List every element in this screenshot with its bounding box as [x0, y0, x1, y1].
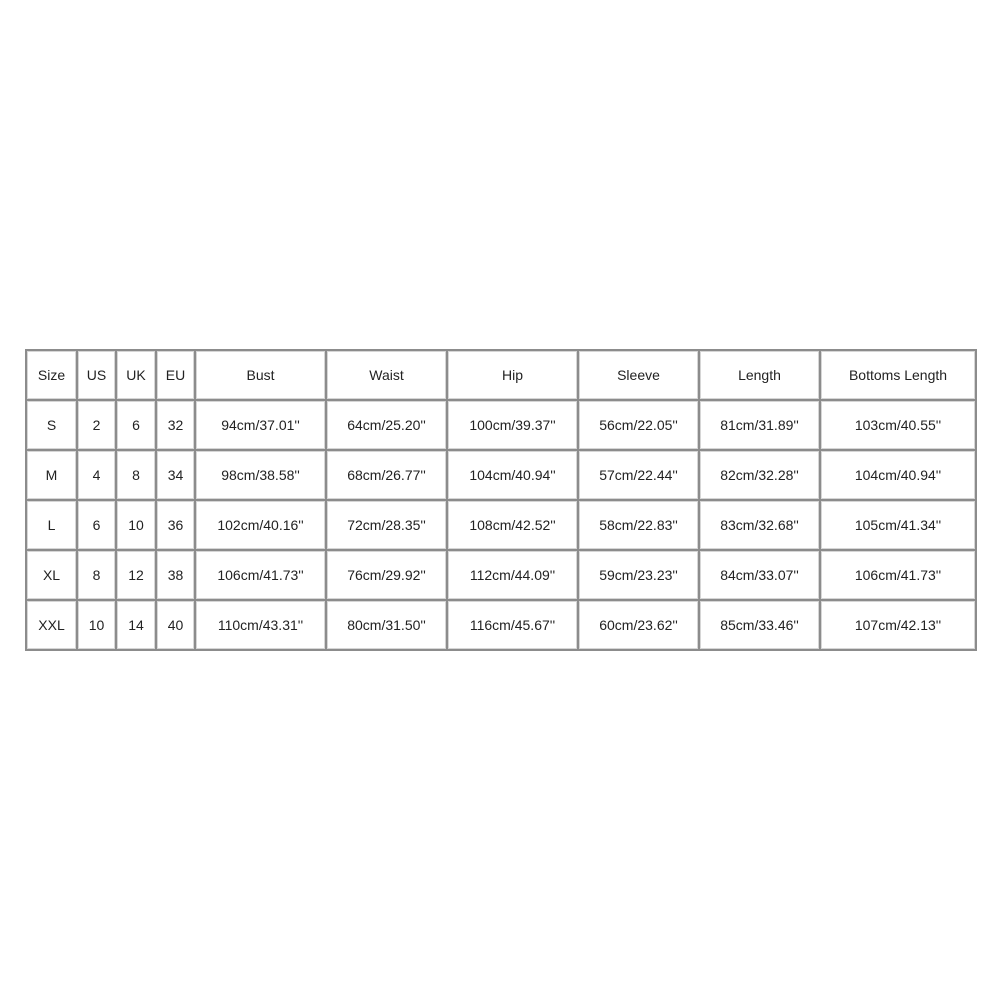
sleeve-cell: 60cm/23.62'' — [579, 601, 700, 651]
bust-cell: 106cm/41.73'' — [196, 551, 327, 601]
sleeve-cell: 59cm/23.23'' — [579, 551, 700, 601]
bust-cell: 94cm/37.01'' — [196, 401, 327, 451]
sleeve-cell: 58cm/22.83'' — [579, 501, 700, 551]
column-header-length: Length — [700, 351, 821, 401]
table-row — [27, 401, 977, 451]
sleeve-cell: 56cm/22.05'' — [579, 401, 700, 451]
table-row — [27, 501, 977, 551]
us-cell: 2 — [78, 401, 117, 451]
us-cell: 8 — [78, 551, 117, 601]
eu-cell: 38 — [157, 551, 196, 601]
header-row — [27, 351, 977, 401]
us-cell: 10 — [78, 601, 117, 651]
uk-cell: 10 — [117, 501, 157, 551]
table-row — [27, 601, 977, 651]
table-row — [27, 551, 977, 601]
uk-cell: 12 — [117, 551, 157, 601]
column-header-uk: UK — [117, 351, 157, 401]
column-header-us: US — [78, 351, 117, 401]
waist-cell: 76cm/29.92'' — [327, 551, 448, 601]
column-header-bust: Bust — [196, 351, 327, 401]
size-cell: M — [27, 451, 78, 501]
size-cell: L — [27, 501, 78, 551]
column-header-waist: Waist — [327, 351, 448, 401]
bust-cell: 110cm/43.31'' — [196, 601, 327, 651]
hip-cell: 100cm/39.37'' — [448, 401, 579, 451]
bottoms-length-cell: 107cm/42.13'' — [821, 601, 977, 651]
length-cell: 81cm/31.89'' — [700, 401, 821, 451]
bottoms-length-cell: 104cm/40.94'' — [821, 451, 977, 501]
us-cell: 6 — [78, 501, 117, 551]
hip-cell: 104cm/40.94'' — [448, 451, 579, 501]
eu-cell: 34 — [157, 451, 196, 501]
table-row — [27, 451, 977, 501]
waist-cell: 80cm/31.50'' — [327, 601, 448, 651]
column-header-eu: EU — [157, 351, 196, 401]
waist-cell: 72cm/28.35'' — [327, 501, 448, 551]
size-cell: XXL — [27, 601, 78, 651]
us-cell: 4 — [78, 451, 117, 501]
column-header-size: Size — [27, 351, 78, 401]
column-header-sleeve: Sleeve — [579, 351, 700, 401]
length-cell: 84cm/33.07'' — [700, 551, 821, 601]
bust-cell: 98cm/38.58'' — [196, 451, 327, 501]
bust-cell: 102cm/40.16'' — [196, 501, 327, 551]
uk-cell: 8 — [117, 451, 157, 501]
uk-cell: 6 — [117, 401, 157, 451]
waist-cell: 68cm/26.77'' — [327, 451, 448, 501]
eu-cell: 40 — [157, 601, 196, 651]
bottoms-length-cell: 103cm/40.55'' — [821, 401, 977, 451]
hip-cell: 108cm/42.52'' — [448, 501, 579, 551]
length-cell: 85cm/33.46'' — [700, 601, 821, 651]
waist-cell: 64cm/25.20'' — [327, 401, 448, 451]
uk-cell: 14 — [117, 601, 157, 651]
size-cell: S — [27, 401, 78, 451]
size-chart-table — [25, 349, 977, 651]
length-cell: 83cm/32.68'' — [700, 501, 821, 551]
column-header-hip: Hip — [448, 351, 579, 401]
eu-cell: 36 — [157, 501, 196, 551]
hip-cell: 116cm/45.67'' — [448, 601, 579, 651]
hip-cell: 112cm/44.09'' — [448, 551, 579, 601]
bottoms-length-cell: 105cm/41.34'' — [821, 501, 977, 551]
size-cell: XL — [27, 551, 78, 601]
sleeve-cell: 57cm/22.44'' — [579, 451, 700, 501]
eu-cell: 32 — [157, 401, 196, 451]
column-header-bottoms-length: Bottoms Length — [821, 351, 977, 401]
bottoms-length-cell: 106cm/41.73'' — [821, 551, 977, 601]
length-cell: 82cm/32.28'' — [700, 451, 821, 501]
